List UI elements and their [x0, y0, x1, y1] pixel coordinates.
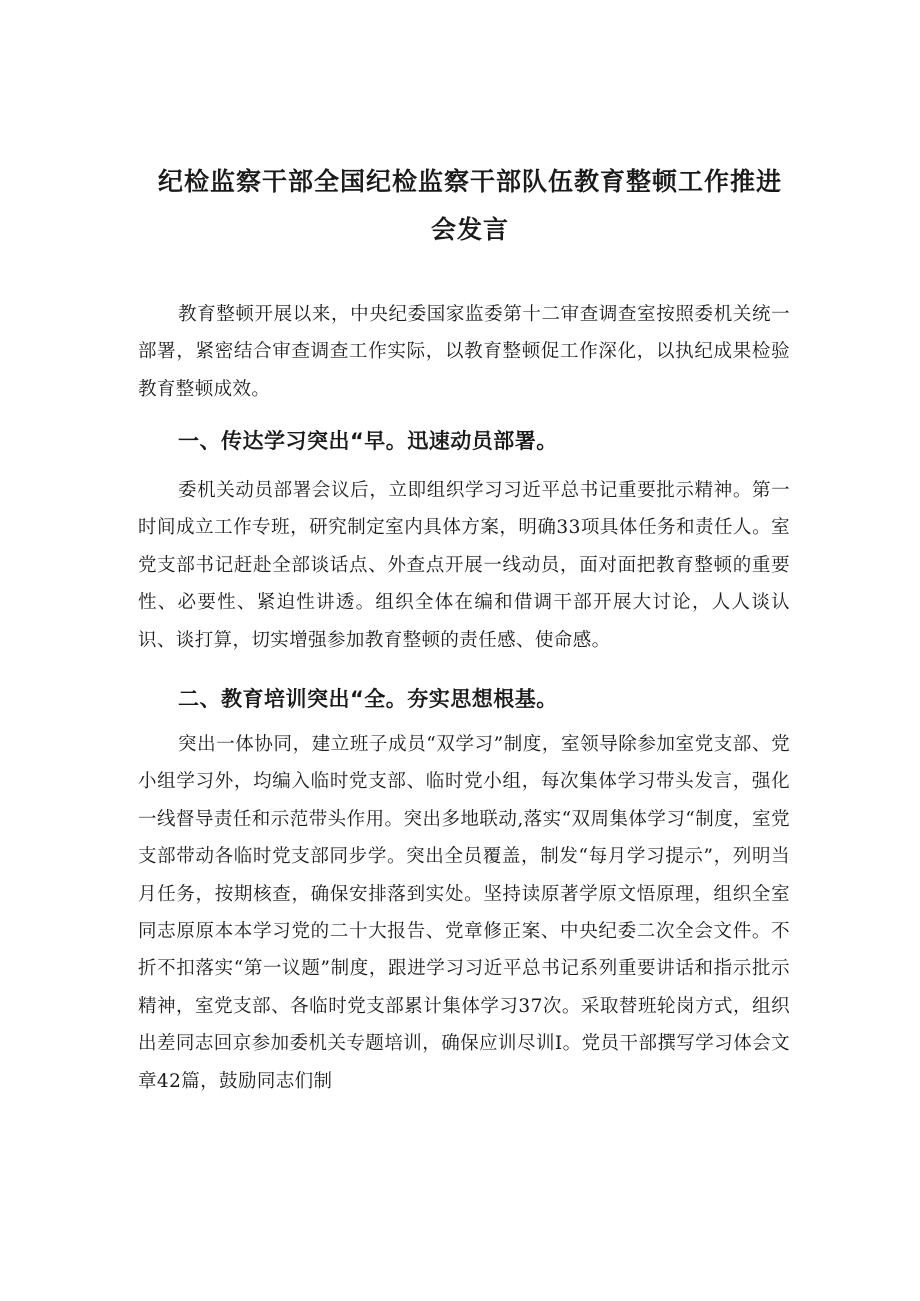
section-1-heading: 一、传达学习突出“早。迅速动员部署。: [178, 429, 558, 453]
section-2-body: 突出一体协同，建立班子成员“双学习”制度，室领导除参加室党支部、党小组学习外，均编入临时党支部、临时党小组，每次集体学习带头发言，强化一线督导责任和示范带头作用。突出多地联动,落实“双周集体学习“制度，室党支部带动各临时党支部同步学。突出全员覆盖，制发“每月学习提示”，列明当月任务，按期核查，确保安排落到实处。坚持读原著学原文悟原理，组织全室同志原原本本学习党的二十大报告、党章修正案、中央纪委二次全会文件。不折不扣落实“第一议题”制度，跟进学习习近平总书记系列重要讲话和指示批示精神，室党支部、各临时党支部累计集体学习37次。采取替班轮岗方式，组织出差同志回京参加委机关专题培训，确保应训尽训I。党员干部撰写学习体会文章42篇，鼓励同志们制: [138, 734, 790, 1092]
document-title-line-1: 纪检监察干部全国纪检监察干部队伍教育整顿工作推进: [157, 167, 782, 196]
intro-paragraph: 教育整顿开展以来，中央纪委国家监委第十二审查调查室按照委机关统一部署，紧密结合审查调查工作实际，以教育整顿促工作深化，以执纪成果检验教育整顿成效。: [138, 304, 790, 400]
section-1-body: 委机关动员部署会议后，立即组织学习习近平总书记重要批示精神。第一时间成立工作专班，研究制定室内具体方案，明确33项具体任务和责任人。室党支部书记赶赴全部谈话点、外查点开展一线动员，面对面把教育整顿的重要性、必要性、紧迫性讲透。组织全体在编和借调干部开展大讨论，人人谈认识、谈打算，切实增强参加教育整顿的责任感、使命感。: [138, 480, 790, 651]
section-2-heading: 二、教育培训突出“全。夯实思想根基。: [178, 687, 558, 711]
document-title-line-2: 会发言: [430, 215, 509, 244]
